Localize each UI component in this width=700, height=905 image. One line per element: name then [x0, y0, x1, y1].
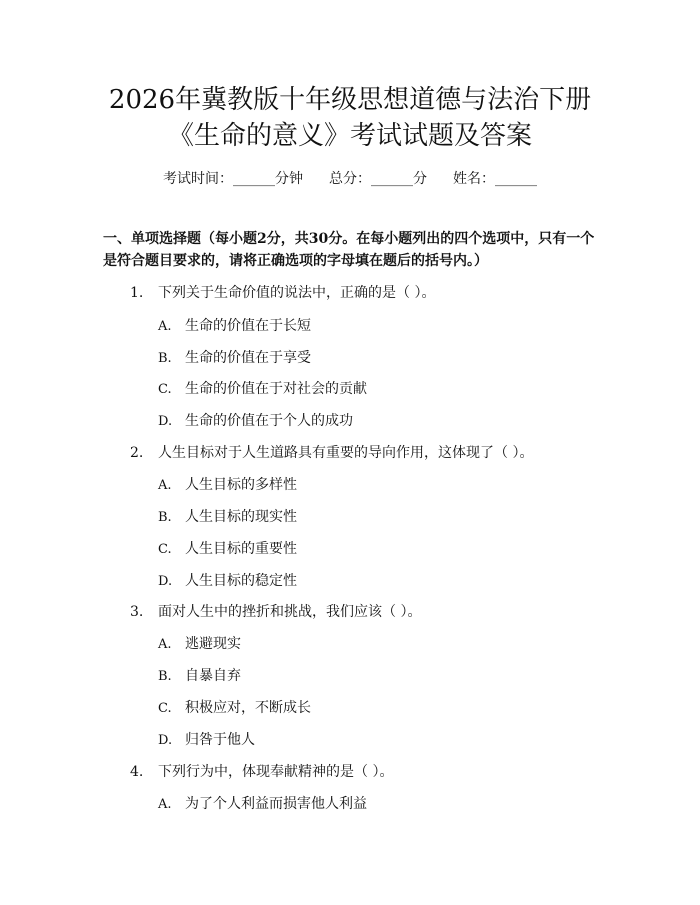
question-3-option-c [158, 697, 311, 717]
question-number: 4. [130, 764, 144, 780]
question-3-option-a [158, 633, 241, 653]
option-text: 归咎于他人 [185, 732, 255, 748]
option-text: 自暴自弃 [185, 668, 241, 684]
question-text: 面对人生中的挫折和挑战，我们应该（ ）。 [158, 604, 422, 620]
question-3-option-d [158, 729, 255, 749]
question-number: 2. [130, 445, 144, 461]
option-text: 人生目标的重要性 [185, 541, 297, 557]
option-text: 积极应对，不断成长 [185, 700, 311, 716]
student-name-field: 姓名：______ [453, 171, 537, 187]
option-text: 生命的价值在于享受 [185, 350, 311, 366]
question-1-option-d [158, 410, 353, 430]
option-text: 人生目标的现实性 [185, 509, 297, 525]
option-letter: A. [158, 797, 172, 812]
question-2 [130, 442, 533, 462]
option-letter: C. [158, 382, 172, 397]
option-letter: B. [158, 510, 172, 525]
option-letter: B. [158, 351, 172, 366]
question-2-option-a [158, 474, 297, 494]
option-letter: B. [158, 669, 172, 684]
question-1-option-c [158, 378, 367, 398]
option-text: 生命的价值在于对社会的贡献 [185, 381, 367, 397]
option-text: 人生目标的稳定性 [185, 573, 297, 589]
option-letter: A. [158, 478, 172, 493]
option-text: 生命的价值在于个人的成功 [185, 413, 353, 429]
option-letter: D. [158, 574, 173, 589]
page-title-line-2: 《生命的意义》考试试题及答案 [167, 121, 532, 151]
option-letter: C. [158, 542, 172, 557]
question-1 [130, 282, 435, 302]
question-3 [130, 601, 421, 621]
option-letter: A. [158, 319, 172, 334]
section-heading: 一、单项选择题（每小题2分，共30分。在每小题列出的四个选项中，只有一个是符合题目要求的，请将正确选项的字母填在题后的括号内。） [103, 231, 595, 269]
question-3-option-b [158, 665, 241, 685]
question-4-option-a [158, 793, 367, 813]
question-2-option-d [158, 570, 297, 590]
question-text: 下列行为中，体现奉献精神的是（ ）。 [158, 764, 394, 780]
question-2-option-c [158, 538, 297, 558]
option-text: 生命的价值在于长短 [185, 318, 311, 334]
page-title-line-1: 2026年冀教版十年级思想道德与法治下册 [108, 85, 592, 115]
question-text: 下列关于生命价值的说法中，正确的是（ ）。 [158, 285, 436, 301]
exam-time-field: 考试时间：______分钟 [163, 171, 303, 187]
question-number: 3. [130, 604, 144, 620]
question-1-option-a [158, 315, 311, 335]
option-text: 人生目标的多样性 [185, 477, 297, 493]
question-2-option-b [158, 506, 297, 526]
option-letter: C. [158, 701, 172, 716]
exam-info-row [0, 168, 700, 188]
question-number: 1. [130, 285, 144, 301]
option-letter: D. [158, 733, 173, 748]
question-1-option-b [158, 347, 311, 367]
option-text: 为了个人利益而损害他人利益 [185, 796, 367, 812]
option-letter: A. [158, 637, 172, 652]
option-letter: D. [158, 414, 173, 429]
question-text: 人生目标对于人生道路具有重要的导向作用，这体现了（ ）。 [158, 445, 534, 461]
option-text: 逃避现实 [185, 636, 241, 652]
total-score-field: 总分：______分 [329, 171, 427, 187]
question-4 [130, 761, 393, 781]
